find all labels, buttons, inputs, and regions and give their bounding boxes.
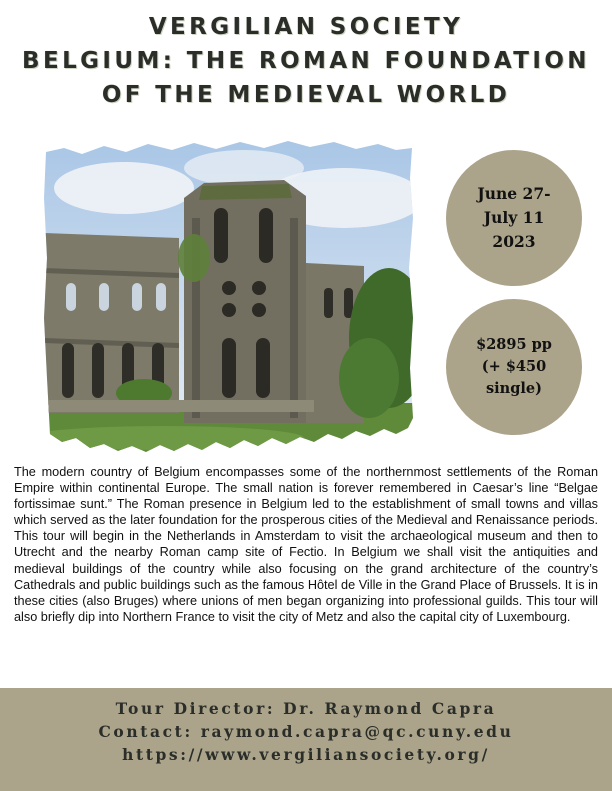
price-line-3: single) xyxy=(486,380,542,397)
website-link[interactable]: https://www.vergiliansociety.org/ xyxy=(122,745,490,764)
title-line-3: OF THE MEDIEVAL WORLD xyxy=(101,82,511,108)
price-line-2: (+ $450 xyxy=(481,358,547,375)
contact-footer xyxy=(0,688,612,791)
price-line-1: $2895 pp xyxy=(476,336,552,353)
tour-price-badge xyxy=(446,299,582,435)
tour-dates-badge xyxy=(446,150,582,286)
tour-director: Tour Director: Dr. Raymond Capra xyxy=(115,699,497,718)
title-line-1: VERGILIAN SOCIETY xyxy=(148,14,464,40)
dates-line-2: July 11 xyxy=(483,208,545,227)
dates-line-3: 2023 xyxy=(492,232,536,251)
poster-title xyxy=(0,10,612,112)
contact-email: Contact: raymond.capra@qc.cuny.edu xyxy=(98,722,514,741)
title-line-2: BELGIUM: THE ROMAN FOUNDATION xyxy=(22,48,590,74)
dates-line-1: June 27- xyxy=(477,184,551,203)
tour-description: The modern country of Belgium encompasses some of the northernmost settlements of the Roman Empire within continental Europe. The small nation is forever remembered in Caesar’s line “Belgae fortissimae sunt.” The Roman presence in Belgium led to the establishment of small towns and villas which served as the later foundation for the prosperous cities of the Medieval and Renaissance periods. This tour will begin in the Netherlands in Amsterdam to visit the archaeological museum and then to Utrecht and the nearby Roman camp site of Fectio. In Belgium we shall visit the antiquities and medieval buildings of the country while also focusing on the grand architecture of the country’s Cathedrals and public buildings such as the famous Hôtel de Ville in the Grand Place of Brussels. It is in these cities (also Bruges) where unions of men began organizing into professional guilds. This tour will also briefly dip into Northern France to visit the city of Metz and also the capital city of Luxembourg. xyxy=(14,465,598,624)
abbey-ruins-photo xyxy=(44,138,414,456)
